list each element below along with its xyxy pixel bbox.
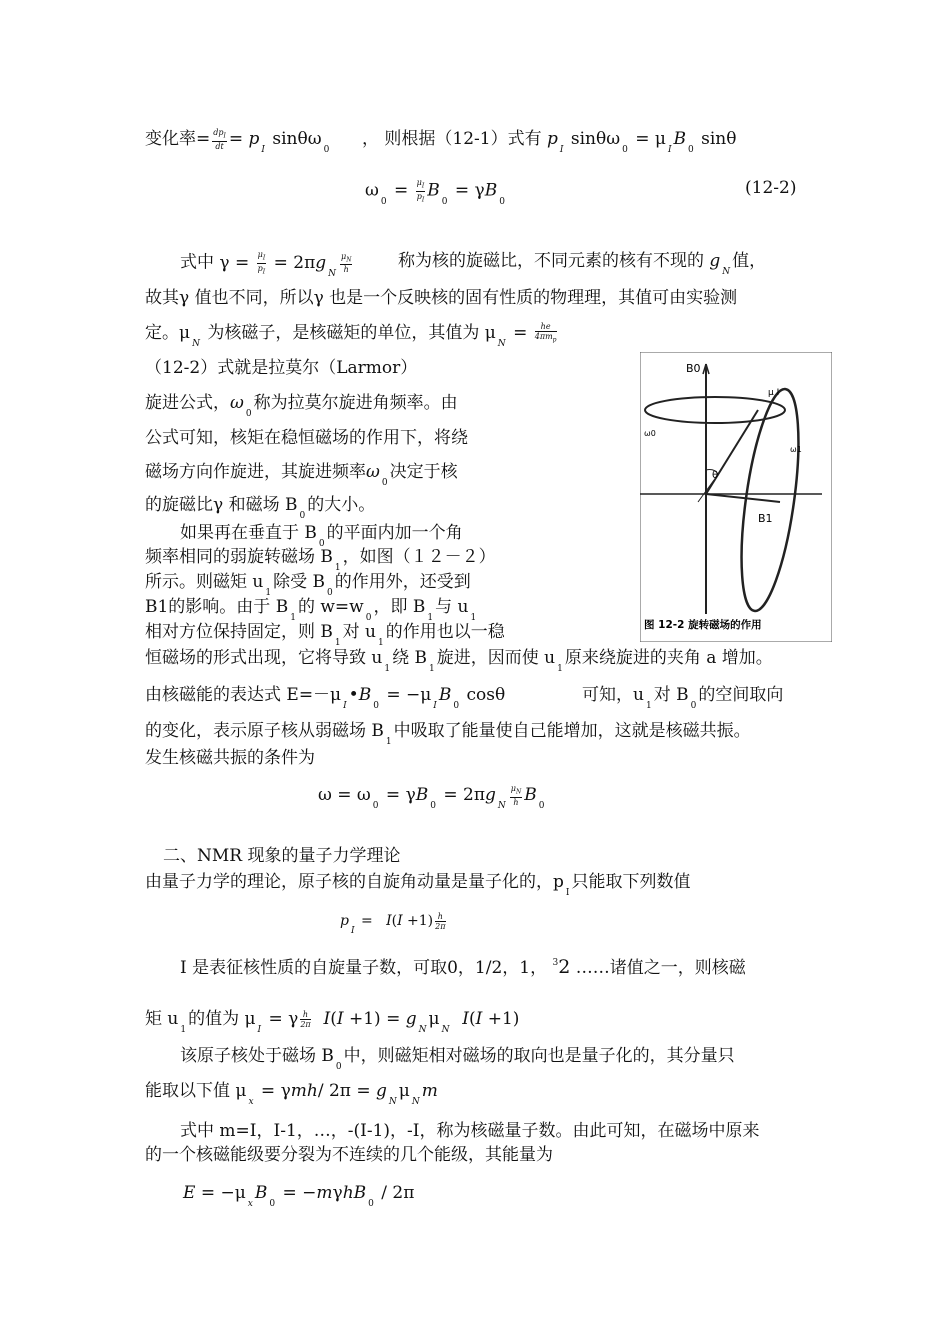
text-line-6: （12-2）式就是拉莫尔（Larmor） [145,358,418,378]
text-segment: 可知，u [582,685,644,705]
text-line-23: I 是表征核性质的自旋量子数，可取0，1/2，1， $^3$2 ……诸值之一，则核磁 [180,956,746,978]
text-segment: ， 则根据（12-1）式有 [362,129,542,149]
text-line-3: 式中 γ = $\frac{\mu_I}{p_I}$ = $2\pi g_N$ $\frac{\mu_N}{h}$ [180,250,352,279]
text-segment: 的变化，表示原子核从弱磁场 B [145,721,384,741]
text-segment: 除受 B [273,572,325,592]
figure-diagram [640,352,832,642]
text-segment: 频率相同的弱旋转磁场 B [145,547,333,567]
text-line-7: 旋进公式，$\omega_0$称为拉莫尔旋进角频率。由 [145,393,458,419]
equation-12-2: $\omega_0$ = $\frac{\mu_I}{p_I}$ $B_0 = \gamma B_0$ [365,178,505,207]
text-segment: I 是表征核性质的自旋量子数，可取0，1/2，1， [180,958,548,978]
text-line-28: 的一个核磁能级要分裂为不连续的几个能级，其能量为 [145,1145,553,1165]
text-line-14: B1的影响。由于 $B_1$的 $w=w_0$，即 $B_1$与 $u_1$ [145,597,477,623]
text-segment: 的作用外，还受到 [334,572,471,592]
text-segment: 决定于核 [389,462,458,482]
text-segment: 所示。则磁矩 u [145,572,264,592]
text-line-21: 由量子力学的理论，原子核的自旋角动量是量子化的，$p_I$只能取下列数值 [145,872,691,898]
text-line-24: 矩 $u_1$的值为 $\mu_I = \gamma$ $\frac{h}{2\pi}$ $I(I +1) = g_N\mu_N$ I(I +1) [145,1009,520,1035]
spin-equation: $p_I = I(I +1)$ $\frac{h}{2\pi}$ [340,911,446,936]
text-line-3b: 称为核的旋磁比，不同元素的核有不现的 $g_N$值， [398,251,767,277]
text-segment: 定。μ [145,323,191,343]
text-line-16: 恒磁场的形式出现，它将导致 $u_1$绕 $B_1$旋进，因而使 $u_1$原来绕旋进的夹角 a 增加。 [145,648,773,674]
text-segment: 的旋磁比γ 和磁场 B [145,495,298,515]
text-line-19: 发生核磁共振的条件为 [145,748,315,768]
text-segment: 称为拉莫尔旋进角频率。由 [253,393,458,413]
text-segment: 对 u [342,622,376,642]
text-line-11: 如果再在垂直于 $B_0$的平面内加一个角 [180,523,463,549]
text-segment: 由核磁能的表达式 E=－μ [145,685,342,705]
text-line-1b: ， 则根据（12-1）式有 $p_I$ $\sin\theta\omega_0 = \mu_IB_0$ sinθ [362,129,737,155]
label-w0: ω0 [644,429,656,438]
text-segment: B1的影响。由于 B [145,597,289,617]
text-segment: 该原子核处于磁场 B [180,1046,334,1066]
resonance-equation: $\omega = \omega_0 = \gamma B_0 = 2\pi g_N$ $\frac{\mu_N}{h}$ $B_0$ [318,784,545,811]
text-segment: ，如图（１２－２） [342,547,496,567]
text-segment: 的空间取向 [698,685,784,705]
text-line-13: 所示。则磁矩 $u_1$除受 $B_0$的作用外，还受到 [145,572,471,598]
text-segment: 旋进公式， [145,393,230,413]
text-segment: 只能取下列数值 [571,872,691,892]
text-line-5: 定。$\mu_N$ 为核磁子，是核磁矩的单位，其值为 $\mu_N$ = $\frac{he}{4\pi m_p}$ [145,322,557,349]
text-segment: 恒磁场的形式出现，它将导致 u [145,648,383,668]
text-segment: 由量子力学的理论，原子核的自旋角动量是量子化的，p [145,872,564,892]
label-b1: B1 [758,512,773,525]
equation-number: (12-2) [745,178,797,198]
text-line-12: 频率相同的弱旋转磁场 $B_1$，如图（１２－２） [145,547,496,573]
text-segment: 旋进，因而使 u [436,648,556,668]
text-segment: ……诸值之一，则核磁 [575,958,746,978]
text-segment: 中，则磁矩相对磁场的取向也是量子化的，其分量只 [343,1046,735,1066]
text-segment: 矩 u [145,1009,179,1029]
label-theta: θ [712,470,719,481]
text-line-15: 相对方位保持固定，则 $B_1$对 $u_1$的作用也以一稳 [145,622,505,648]
figure-rotating-field [640,352,832,642]
text-segment: 的大小。 [307,495,376,515]
text-segment: 中吸取了能量使自己能增加，这就是核磁共振。 [393,721,751,741]
text-segment: 相对方位保持固定，则 B [145,622,333,642]
text-line-27: 式中 m=I，I-1，…，-(I-1)，-I，称为核磁量子数。由此可知，在磁场中原来 [180,1121,760,1141]
label-b0: B0 [686,362,701,375]
figure-caption: 图 12-2 旋转磁场的作用 [644,619,762,631]
text-segment: 为核磁子，是核磁矩的单位，其值为 μ [207,323,496,343]
text-segment: 的 w=w [297,597,364,617]
text-line-10: 的旋磁比γ 和磁场 $B_0$的大小。 [145,495,376,521]
text-segment: 绕 B [392,648,427,668]
text-segment: 原来绕旋进的夹角 a 增加。 [564,648,773,668]
text-segment: 值， [732,251,767,271]
label-w1: ω1 [790,445,802,454]
text-segment: 如果再在垂直于 B [180,523,317,543]
text-line-17: 由核磁能的表达式 $E=-\mu_I•B_0 = -\mu_IB_0$ cosθ [145,685,506,711]
energy-equation: $E = -\mu_xB_0 = -m\gamma hB_0 / 2\pi$ [183,1183,415,1209]
label-mu: μ I [768,388,780,398]
text-line-26: 能取以下值 $\mu_x = \gamma mh/$ $2\pi = g_N\mu_Nm$ [145,1081,438,1107]
text-segment: ，即 B [373,597,426,617]
text-line-17b: 可知，$u_1$对 $B_0$的空间取向 [582,685,784,711]
text-line-8: 公式可知，核矩在稳恒磁场的作用下，将绕 [145,428,468,448]
text-segment: 变化率= [145,129,211,149]
text-segment: 能取以下值 μ [145,1081,247,1101]
text-line-4: 故其γ 值也不同，所以γ 也是一个反映核的固有性质的物理理，其值可由实验测 [145,288,738,308]
text-segment: 称为核的旋磁比，不同元素的核有不现的 [398,251,704,271]
text-line-1: 变化率= $\frac{dp_I}{dt}$ = $p_I$ sinθω$_0$ [145,128,330,155]
text-segment: 与 u [435,597,469,617]
section-heading: 二、NMR 现象的量子力学理论 [163,846,401,866]
text-segment: 的作用也以一稳 [385,622,505,642]
text-segment: 式中 [180,252,214,273]
text-segment: 的平面内加一个角 [326,523,463,543]
text-line-18: 的变化，表示原子核从弱磁场 $B_1$中吸取了能量使自己能增加，这就是核磁共振。 [145,721,751,747]
text-segment: 磁场方向作旋进，其旋进频率 [145,462,366,482]
text-segment: 的值为 μ [188,1009,256,1029]
text-segment: 对 B [653,685,689,705]
text-line-25: 该原子核处于磁场 $B_0$中，则磁矩相对磁场的取向也是量子化的，其分量只 [180,1046,735,1072]
text-line-9: 磁场方向作旋进，其旋进频率$\omega_0$决定于核 [145,462,458,488]
